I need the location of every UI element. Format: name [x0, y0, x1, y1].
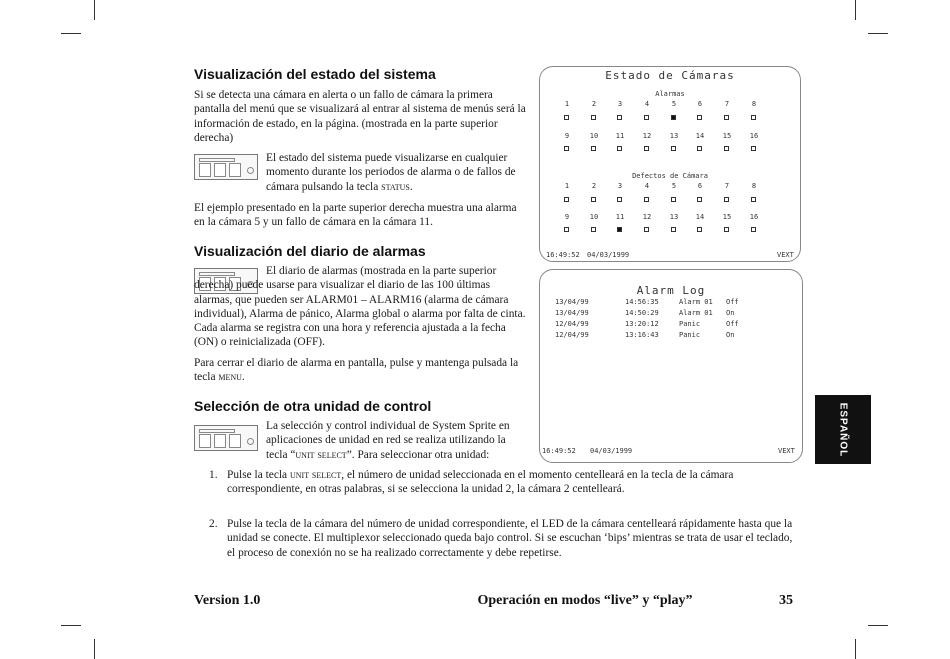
log-cell: On — [726, 309, 735, 317]
log-cell: 13:16:43 — [625, 331, 659, 339]
key-name: menu — [218, 371, 242, 384]
alarm-camera-number: 14 — [695, 132, 705, 140]
log-cell: 14:50:29 — [625, 309, 659, 317]
log-cell: Alarm 01 — [679, 298, 713, 306]
log-cell: On — [726, 331, 735, 339]
log-cell: 13:20:12 — [625, 320, 659, 328]
crop-mark — [61, 625, 81, 626]
status-time: 16:49:52 — [546, 251, 580, 259]
fault-indicator-5 — [671, 197, 676, 202]
fault-camera-number: 1 — [564, 182, 570, 190]
fault-camera-number: 12 — [642, 213, 652, 221]
camera-faults-label: Defectos de Cámara — [632, 172, 708, 180]
fault-camera-number: 5 — [671, 182, 677, 190]
fault-indicator-12 — [644, 227, 649, 232]
log-cell: Panic — [679, 320, 701, 328]
fault-camera-number: 7 — [724, 182, 730, 190]
alarm-camera-number: 7 — [724, 100, 730, 108]
paragraph: El estado del sistema puede visualizarse en cualquier momento durante los periodos de alarma o de fallos de cámara pulsando la tecla status. — [266, 152, 516, 193]
alarm-camera-number: 15 — [722, 132, 732, 140]
crop-mark — [855, 0, 856, 20]
keypad-icon — [194, 154, 258, 180]
log-time: 16:49:52 — [542, 447, 576, 455]
alarm-camera-number: 10 — [589, 132, 599, 140]
alarm-camera-number: 3 — [617, 100, 623, 108]
fault-camera-number: 14 — [695, 213, 705, 221]
fault-indicator-2 — [591, 197, 596, 202]
alarm-indicator-2 — [591, 115, 596, 120]
alarm-indicator-13 — [671, 146, 676, 151]
status-tag: VEXT — [777, 251, 794, 259]
step-2-text: Pulse la tecla de la cámara del número de unidad correspondiente, el LED de la cámara centelleará rápidamente hasta que la unidad se conecte. El multiplexor seleccionado queda bajo control. Si se escuchan ‘bips’ mientras se trata de usar el teclado, el proceso de conexión no se ha realizado correctamente y debe repetirse. — [227, 518, 793, 559]
alarm-indicator-4 — [644, 115, 649, 120]
paragraph: El ejemplo presentado en la parte superior derecha muestra una alarma en la cámara 5 y un fallo de cámara en la cámara 11. — [194, 202, 517, 229]
fault-indicator-6 — [697, 197, 702, 202]
log-cell: 12/04/99 — [555, 331, 589, 339]
fault-indicator-9 — [564, 227, 569, 232]
keypad-icon — [194, 425, 258, 451]
fault-indicator-4 — [644, 197, 649, 202]
paragraph: Para cerrar el diario de alarma en pantalla, pulse y mantenga pulsada la tecla menu. — [194, 357, 519, 384]
alarm-camera-number: 8 — [751, 100, 757, 108]
step-number: 1. — [209, 469, 218, 481]
alarm-camera-number: 13 — [669, 132, 679, 140]
alarm-indicator-12 — [644, 146, 649, 151]
fault-indicator-14 — [697, 227, 702, 232]
alarm-indicator-7 — [724, 115, 729, 120]
key-name: unit select — [295, 448, 347, 461]
crop-mark — [868, 625, 888, 626]
section-heading-alarm-log: Visualización del diario de alarmas — [194, 243, 426, 259]
alarm-indicator-3 — [617, 115, 622, 120]
fault-indicator-3 — [617, 197, 622, 202]
log-tag: VEXT — [778, 447, 795, 455]
alarm-camera-number: 2 — [591, 100, 597, 108]
fault-indicator-10 — [591, 227, 596, 232]
alarm-indicator-9 — [564, 146, 569, 151]
log-cell: Panic — [679, 331, 701, 339]
fault-indicator-16 — [751, 227, 756, 232]
crop-mark — [868, 33, 888, 34]
alarm-camera-number: 5 — [671, 100, 677, 108]
fault-camera-number: 11 — [615, 213, 625, 221]
section-heading-system-status: Visualización del estado del sistema — [194, 66, 436, 82]
paragraph: El diario de alarmas (mostrada en la parte superior derecha) puede usarse para visualizar el diario de las 100 últimas alarmas, que pueden ser ALARM01 – ALARM16 (alarma de cámara individual), Alarma de pánico, Alarma global o alarma por falta de cinta. Cada alarma se registra con una hora y referencia ajustada a la fecha (ON) o reinicializada (OFF). — [194, 265, 526, 349]
alarm-camera-number: 9 — [564, 132, 570, 140]
log-cell: 13/04/99 — [555, 298, 589, 306]
step-number: 2. — [209, 518, 218, 530]
alarm-indicator-5 — [671, 115, 676, 120]
alarm-log-title: Alarm Log — [636, 284, 706, 297]
status-screen-title: Estado de Cámaras — [605, 69, 735, 82]
alarm-camera-number: 1 — [564, 100, 570, 108]
alarms-label: Alarmas — [655, 90, 685, 98]
language-tab-label: ESPAÑOL — [837, 402, 849, 457]
fault-camera-number: 10 — [589, 213, 599, 221]
alarm-camera-number: 11 — [615, 132, 625, 140]
alarm-indicator-8 — [751, 115, 756, 120]
footer-version: Version 1.0 — [194, 593, 261, 608]
step-1-text: Pulse la tecla unit select, el número de unidad seleccionada en el momento centelleará en la tecla de la cámara correspondiente, en otras palabras, si se selecciona la unidad 2, la cámara 2 centelleará. — [227, 469, 734, 496]
key-name: unit select — [289, 469, 342, 481]
status-date: 04/03/1999 — [587, 251, 630, 259]
fault-camera-number: 3 — [617, 182, 623, 190]
paragraph: La selección y control individual de System Sprite en aplicaciones de unidad en red se realiza utilizando la tecla “unit select”. Para seleccionar otra unidad: — [266, 420, 510, 461]
alarm-indicator-16 — [751, 146, 756, 151]
fault-indicator-8 — [751, 197, 756, 202]
fault-indicator-13 — [671, 227, 676, 232]
alarm-indicator-1 — [564, 115, 569, 120]
fault-camera-number: 4 — [644, 182, 650, 190]
log-cell: Off — [726, 320, 739, 328]
alarm-indicator-10 — [591, 146, 596, 151]
fault-indicator-11 — [617, 227, 622, 232]
fault-camera-number: 2 — [591, 182, 597, 190]
page-number: 35 — [779, 593, 793, 608]
alarm-indicator-6 — [697, 115, 702, 120]
fault-camera-number: 9 — [564, 213, 570, 221]
alarm-indicator-14 — [697, 146, 702, 151]
fault-camera-number: 6 — [697, 182, 703, 190]
footer-title: Operación en modos “live” y “play” — [477, 593, 693, 608]
crop-mark — [61, 33, 81, 34]
log-cell: 14:56:35 — [625, 298, 659, 306]
log-cell: 13/04/99 — [555, 309, 589, 317]
section-heading-select-control-unit: Selección de otra unidad de control — [194, 398, 432, 414]
alarm-camera-number: 12 — [642, 132, 652, 140]
fault-indicator-15 — [724, 227, 729, 232]
alarm-camera-number: 16 — [749, 132, 759, 140]
fault-indicator-1 — [564, 197, 569, 202]
language-tab — [815, 395, 871, 464]
crop-mark — [855, 639, 856, 659]
fault-camera-number: 16 — [749, 213, 759, 221]
crop-mark — [94, 0, 95, 20]
fault-camera-number: 15 — [722, 213, 732, 221]
alarm-indicator-15 — [724, 146, 729, 151]
log-date: 04/03/1999 — [590, 447, 633, 455]
alarm-camera-number: 4 — [644, 100, 650, 108]
alarm-camera-number: 6 — [697, 100, 703, 108]
fault-camera-number: 13 — [669, 213, 679, 221]
log-cell: 12/04/99 — [555, 320, 589, 328]
crop-mark — [94, 639, 95, 659]
key-name: status — [381, 180, 410, 193]
paragraph: Si se detecta una cámara en alerta o un fallo de cámara la primera pantalla del menú que se visualizará al entrar al sistema de menús será la información de estado, en la página. (mostrada en la parte superior derecha) — [194, 89, 526, 144]
fault-indicator-7 — [724, 197, 729, 202]
alarm-indicator-11 — [617, 146, 622, 151]
log-cell: Alarm 01 — [679, 309, 713, 317]
fault-camera-number: 8 — [751, 182, 757, 190]
log-cell: Off — [726, 298, 739, 306]
